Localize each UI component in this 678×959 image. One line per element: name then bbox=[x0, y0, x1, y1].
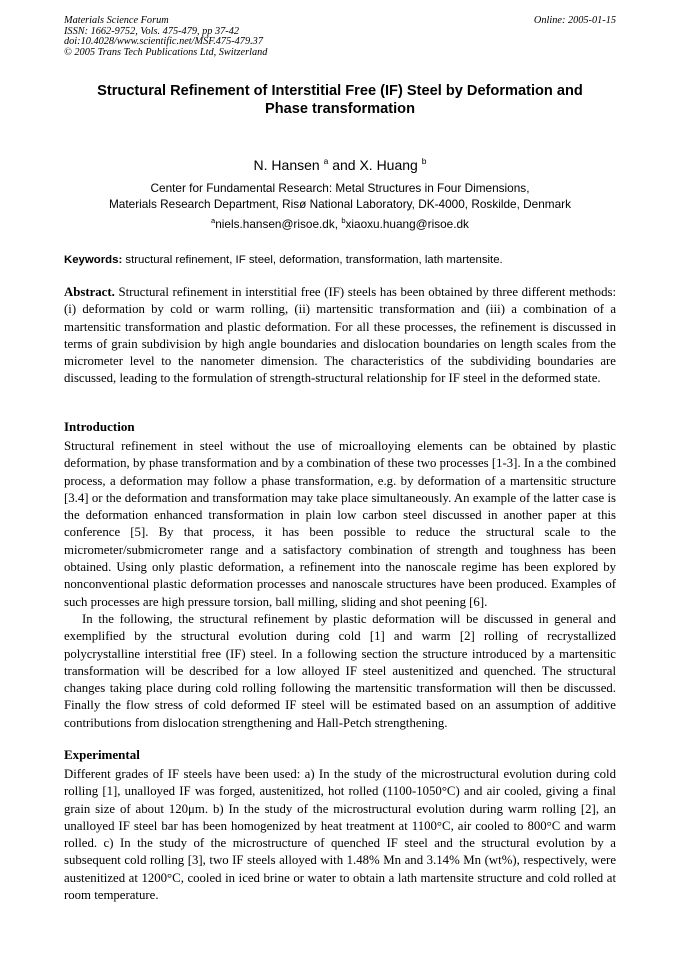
author-1-superscript: a bbox=[323, 156, 329, 166]
author-1: N. Hansen bbox=[253, 157, 320, 173]
journal-name: Materials Science Forum bbox=[64, 15, 169, 26]
issn-line: ISSN: 1662-9752, Vols. 475-479, pp 37-42 bbox=[64, 25, 240, 37]
title-line-1: Structural Refinement of Interstitial Free (IF) Steel by Deformation and bbox=[97, 83, 583, 99]
copyright-line: © 2005 Trans Tech Publications Ltd, Switzerland bbox=[64, 46, 268, 58]
abstract bbox=[64, 284, 616, 388]
author-conjunction: and bbox=[328, 157, 360, 173]
introduction-paragraph-1: Structural refinement in steel without the use of microalloying elements can be obtained by plastic deformation, by phase transformation and by a combination of these two processes [1-3]. In a the combined process, a deformation may follow a phase transformation, e.g. by deformation of a martensitic structure [3.4] or the deformation and transformation may take place simultaneously. An example of the latter case is the deformation enhanced transformation in plain low carbon steel discussed in another paper at this conference [5]. By that process, it has been possible to reduce the structural scale to the micrometer/submicrometer range and a satisfactory combination of strength and toughness has been obtained. Using only plastic deformation, a refinement into the nanoscale regime has been explored by nonconventional plastic deformation processes and nanoscale structures have been produced. Examples of such processes are high pressure torsion, ball milling, sliding and shot peening [6]. bbox=[64, 439, 616, 609]
paper-title bbox=[64, 82, 616, 118]
email-b: xiaoxu.huang@risoe.dk bbox=[345, 217, 469, 231]
keywords-line bbox=[64, 253, 616, 268]
author-emails bbox=[64, 217, 616, 232]
keywords-label: Keywords: bbox=[64, 254, 123, 266]
affiliation-line-2: Materials Research Department, Risø National Laboratory, DK-4000, Roskilde, Denmark bbox=[108, 196, 571, 211]
author-line bbox=[64, 156, 616, 174]
experimental-section bbox=[64, 766, 616, 904]
abstract-text: Structural refinement in interstitial free (IF) steels has been obtained by three different methods: (i) deformation by cold or warm rolling, (ii) martensitic transformation and (iii) a combination of a martensitic transformation and plastic deformation. For all these processes, the refinement is discussed in terms of grain subdivision by high angle boundaries and dislocation boundaries on length scales from the micrometer level to the nanometer dimension. The characteristics of the subdividing boundaries are discussed, leading to the formulation of strength-structural relationship for IF steel in the deformed state. bbox=[64, 285, 616, 386]
affiliation-line-1: Center for Fundamental Research: Metal Structures in Four Dimensions, bbox=[150, 181, 530, 195]
introduction-heading: Introduction bbox=[64, 419, 135, 434]
publication-header bbox=[64, 16, 616, 58]
email-a-superscript: a bbox=[211, 216, 216, 225]
affiliation bbox=[64, 181, 616, 212]
introduction-paragraph-2: In the following, the structural refinement by plastic deformation will be discussed in general and exemplified by the structural evolution during cold [1] and warm [2] rolling of recrystallized polycrystalline interstitial free (IF) steel. In a following section the structure introduced by a martensitic transformation will be described for a low alloyed IF steel austenitized and quenched. The structural changes taking place during cold rolling following the martensitic transformation will then be discussed. Finally the flow stress of cold deformed IF steel will be estimated based on an assumption of additive contributions from dislocation strengthening and Hall-Petch strengthening. bbox=[64, 611, 616, 730]
email-a: niels.hansen@risoe.dk, bbox=[215, 217, 342, 231]
experimental-heading: Experimental bbox=[64, 747, 140, 762]
online-date: Online: 2005-01-15 bbox=[533, 15, 616, 26]
doi-line: doi:10.4028/www.scientific.net/MSF.475-479.37 bbox=[64, 36, 263, 48]
title-line-2: Phase transformation bbox=[264, 101, 416, 117]
keywords-text: structural refinement, IF steel, deformation, transformation, lath martensite. bbox=[122, 254, 503, 266]
email-b-superscript: b bbox=[341, 216, 346, 225]
author-2-superscript: b bbox=[421, 156, 427, 166]
author-2: X. Huang bbox=[359, 157, 418, 173]
abstract-label: Abstract. bbox=[64, 285, 115, 299]
experimental-paragraph-1: Different grades of IF steels have been used: a) In the study of the microstructural evolution during cold rolling [1], unalloyed IF was forged, austenitized, hot rolled (1100-1050°C) and air cooled, giving a final grain size of about 120μm. b) In the study of the microstructural evolution during warm rolling [2], an unalloyed IF steel bar has been homogenized by heat treatment at 1100°C, air cooled to 800°C and warm rolled. c) In the study of the microstructure of quenched IF steel and the structural evolution by a subsequent cold rolling [3], two IF steels alloyed with 1.48% Mn and 3.14% Mn (wt%), respectively, were austenitized at 1200°C, cooled in iced brine or water to obtain a lath martensite structure and cold rolled at room temperature. bbox=[64, 767, 616, 903]
introduction-section bbox=[64, 438, 616, 732]
